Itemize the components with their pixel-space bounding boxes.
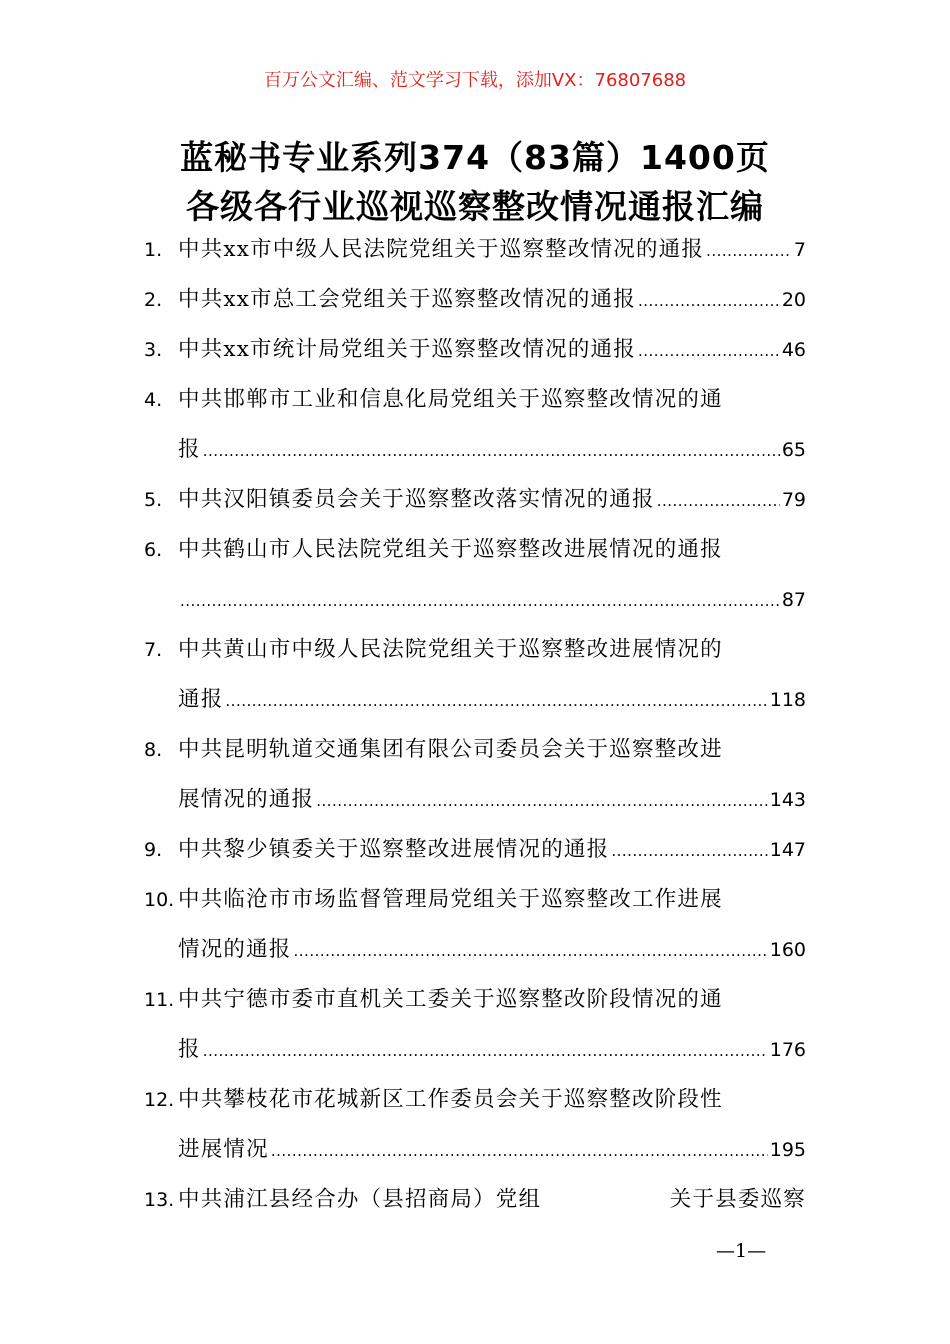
toc-title-continued: 情况的通报: [178, 937, 292, 962]
toc-page-number: 195: [769, 1139, 806, 1161]
table-of-contents: [144, 230, 806, 1230]
toc-page-number: 87: [781, 589, 806, 611]
toc-entry-12[interactable]: [144, 1080, 806, 1130]
toc-entry-10[interactable]: [144, 880, 806, 930]
toc-title-continued: 通报: [178, 687, 224, 712]
toc-title: 中共xx市统计局党组关于巡察整改情况的通报: [178, 337, 636, 362]
toc-leader: [225, 681, 767, 721]
toc-leader: [294, 931, 768, 971]
toc-title: 中共黄山市中级人民法院党组关于巡察整改进展情况的: [178, 637, 723, 662]
toc-number: 13.: [144, 1189, 175, 1211]
toc-number: 6.: [144, 539, 163, 561]
toc-title-continued: 报: [178, 1037, 201, 1062]
toc-number: 8.: [144, 739, 163, 761]
toc-title: 中共昆明轨道交通集团有限公司委员会关于巡察整改进: [178, 737, 723, 762]
toc-title: 中共黎少镇委关于巡察整改进展情况的通报: [178, 837, 610, 862]
toc-entry-8-continued[interactable]: [144, 780, 806, 830]
toc-leader: [180, 581, 780, 621]
toc-title: 中共攀枝花市花城新区工作委员会关于巡察整改阶段性: [178, 1087, 723, 1112]
toc-entry-9[interactable]: [144, 830, 806, 880]
toc-leader: [316, 781, 768, 821]
toc-entry-11-continued[interactable]: [144, 1030, 806, 1080]
document-title-line-1: 蓝秘书专业系列374（83篇）1400页: [180, 138, 770, 177]
toc-entry-6-continued[interactable]: [144, 580, 806, 630]
toc-page-number: 79: [781, 489, 806, 511]
toc-title: 中共宁德市委市直机关工委关于巡察整改阶段情况的通: [178, 987, 723, 1012]
toc-number: 2.: [144, 289, 163, 311]
document-title-line-2: 各级各行业巡视巡察整改情况通报汇编: [186, 187, 764, 226]
toc-leader: [657, 481, 780, 521]
toc-page-number: 20: [781, 289, 806, 311]
toc-number: 7.: [144, 639, 163, 661]
toc-title: 中共邯郸市工业和信息化局党组关于巡察整改情况的通: [178, 387, 723, 412]
toc-leader: [638, 331, 780, 371]
toc-number: 1.: [144, 239, 163, 261]
toc-entry-4-continued[interactable]: [144, 430, 806, 480]
toc-entry-7[interactable]: [144, 630, 806, 680]
toc-entry-8[interactable]: [144, 730, 806, 780]
toc-entry-7-continued[interactable]: [144, 680, 806, 730]
toc-entry-12-continued[interactable]: [144, 1130, 806, 1180]
toc-title-continued: 展情况的通报: [178, 787, 315, 812]
toc-title: 中共xx市总工会党组关于巡察整改情况的通报: [178, 287, 636, 312]
toc-entry-1[interactable]: [144, 230, 806, 280]
toc-page-number: 160: [769, 939, 806, 961]
toc-page-number: 147: [769, 839, 806, 861]
page-number-footer: —1—: [716, 1240, 767, 1262]
toc-entry-2[interactable]: [144, 280, 806, 330]
toc-title: 中共xx市中级人民法院党组关于巡察整改情况的通报: [178, 237, 705, 262]
toc-number: 9.: [144, 839, 163, 861]
toc-entry-10-continued[interactable]: [144, 930, 806, 980]
toc-entry-13[interactable]: [144, 1180, 806, 1230]
toc-title-tail: 关于县委巡察: [669, 1187, 806, 1212]
toc-entry-3[interactable]: [144, 330, 806, 380]
toc-page-number: 65: [781, 439, 806, 461]
toc-page-number: 7: [793, 239, 806, 261]
toc-entry-4[interactable]: [144, 380, 806, 430]
toc-page-number: 143: [769, 789, 806, 811]
toc-page-number: 46: [781, 339, 806, 361]
toc-title: 中共鹤山市人民法院党组关于巡察整改进展情况的通报: [178, 537, 723, 562]
toc-number: 3.: [144, 339, 163, 361]
toc-number: 4.: [144, 389, 163, 411]
toc-page-number: 118: [769, 689, 806, 711]
toc-entry-11[interactable]: [144, 980, 806, 1030]
header-notice: 百万公文汇编、范文学习下载，添加VX：76807688: [263, 70, 687, 91]
toc-leader: [271, 1131, 768, 1171]
toc-leader: [638, 281, 780, 321]
toc-title: 中共汉阳镇委员会关于巡察整改落实情况的通报: [178, 487, 655, 512]
toc-entry-5[interactable]: [144, 480, 806, 530]
toc-number: 11.: [144, 989, 175, 1011]
toc-leader: [706, 231, 792, 271]
toc-entry-6[interactable]: [144, 530, 806, 580]
toc-number: 12.: [144, 1089, 175, 1111]
toc-title: 中共临沧市市场监督管理局党组关于巡察整改工作进展: [178, 887, 723, 912]
toc-page-number: 176: [769, 1039, 806, 1061]
toc-number: 10.: [144, 889, 175, 911]
toc-leader: [611, 831, 767, 871]
toc-number: 5.: [144, 489, 163, 511]
toc-leader: [203, 1031, 768, 1071]
toc-title: 中共浦江县经合办（县招商局）党组: [178, 1187, 542, 1212]
toc-title-continued: 报: [178, 437, 201, 462]
toc-leader: [203, 431, 780, 471]
toc-title-continued: 进展情况: [178, 1137, 269, 1162]
